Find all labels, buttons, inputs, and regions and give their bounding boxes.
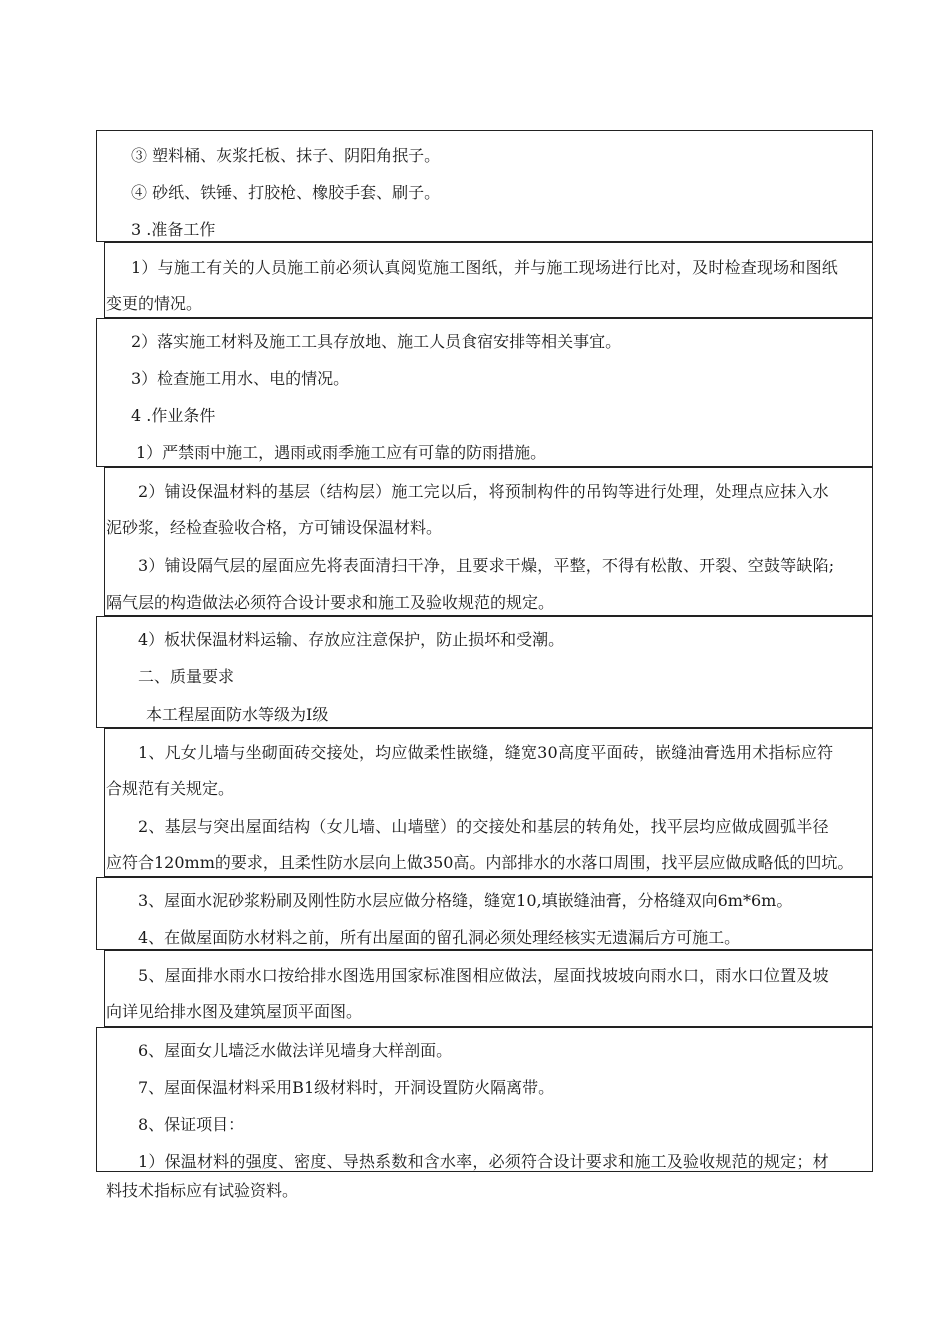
text-line: 2）铺设保温材料的基层（结构层）施工完以后，将预制构件的吊钩等进行处理，处理点应抹入水 <box>138 482 829 501</box>
text-line: ④ 砂纸、铁锤、打胶枪、橡胶手套、刷子。 <box>131 183 441 202</box>
text-line: ③ 塑料桶、灰浆托板、抹子、阴阳角抿子。 <box>131 146 441 165</box>
text-line: 7、屋面保温材料采用B1级材料时，开洞设置防火隔离带。 <box>138 1078 555 1097</box>
text-line: 隔气层的构造做法必须符合设计要求和施工及验收规范的规定。 <box>106 593 555 612</box>
section-heading: 二、质量要求 <box>138 667 235 686</box>
text-line: 1）严禁雨中施工，遇雨或雨季施工应有可靠的防雨措施。 <box>136 443 547 462</box>
text-line: 料技术指标应有试验资料。 <box>106 1181 299 1200</box>
text-line: 3、屋面水泥砂浆粉刷及刚性防水层应做分格缝，缝宽10,填嵌缝油膏，分格缝双向6m*6m。 <box>138 891 793 910</box>
text-line: 2）落实施工材料及施工工具存放地、施工人员食宿安排等相关事宜。 <box>131 332 622 351</box>
text-line: 3）检查施工用水、电的情况。 <box>131 369 350 388</box>
text-line: 8、保证项目： <box>138 1115 245 1134</box>
text-line: 5、屋面排水雨水口按给排水图选用国家标准图相应做法，屋面找坡坡向雨水口，雨水口位置及坡 <box>138 966 829 985</box>
text-line: 泥砂浆，经检查验收合格，方可铺设保温材料。 <box>106 518 443 537</box>
table-cell-2 <box>104 242 873 318</box>
section-heading: 3 .准备工作 <box>131 220 216 239</box>
text-line: 合规范有关规定。 <box>106 779 235 798</box>
text-line: 应符合120mm的要求，且柔性防水层向上做350高。内部排水的水落口周围，找平层应做成略低的凹坑。 <box>106 853 854 872</box>
text-line: 变更的情况。 <box>106 294 203 313</box>
text-line: 2、基层与突出屋面结构（女儿墙、山墙壁）的交接处和基层的转角处，找平层均应做成圆弧半径 <box>138 817 829 836</box>
text-line: 1）保温材料的强度、密度、导热系数和含水率，必须符合设计要求和施工及验收规范的规定；材 <box>138 1152 829 1171</box>
text-line: 向详见给排水图及建筑屋顶平面图。 <box>106 1002 363 1021</box>
section-heading: 4 .作业条件 <box>131 406 216 425</box>
text-line: 4、在做屋面防水材料之前，所有出屋面的留孔洞必须处理经核实无遗漏后方可施工。 <box>138 928 741 947</box>
text-line: 1、凡女儿墙与坐砌面砖交接处，均应做柔性嵌缝，缝宽30高度平面砖，嵌缝油膏选用术指标应符 <box>138 743 834 762</box>
text-line: 本工程屋面防水等级为Ⅰ级 <box>146 705 329 724</box>
text-line: 1）与施工有关的人员施工前必须认真阅览施工图纸，并与施工现场进行比对，及时检查现场和图纸 <box>131 258 838 277</box>
text-line: 3）铺设隔气层的屋面应先将表面清扫干净，且要求干燥，平整，不得有松散、开裂、空鼓等缺陷; <box>138 556 835 575</box>
text-line: 4）板状保温材料运输、存放应注意保护，防止损坏和受潮。 <box>138 630 565 649</box>
text-line: 6、屋面女儿墙泛水做法详见墙身大样剖面。 <box>138 1041 453 1060</box>
